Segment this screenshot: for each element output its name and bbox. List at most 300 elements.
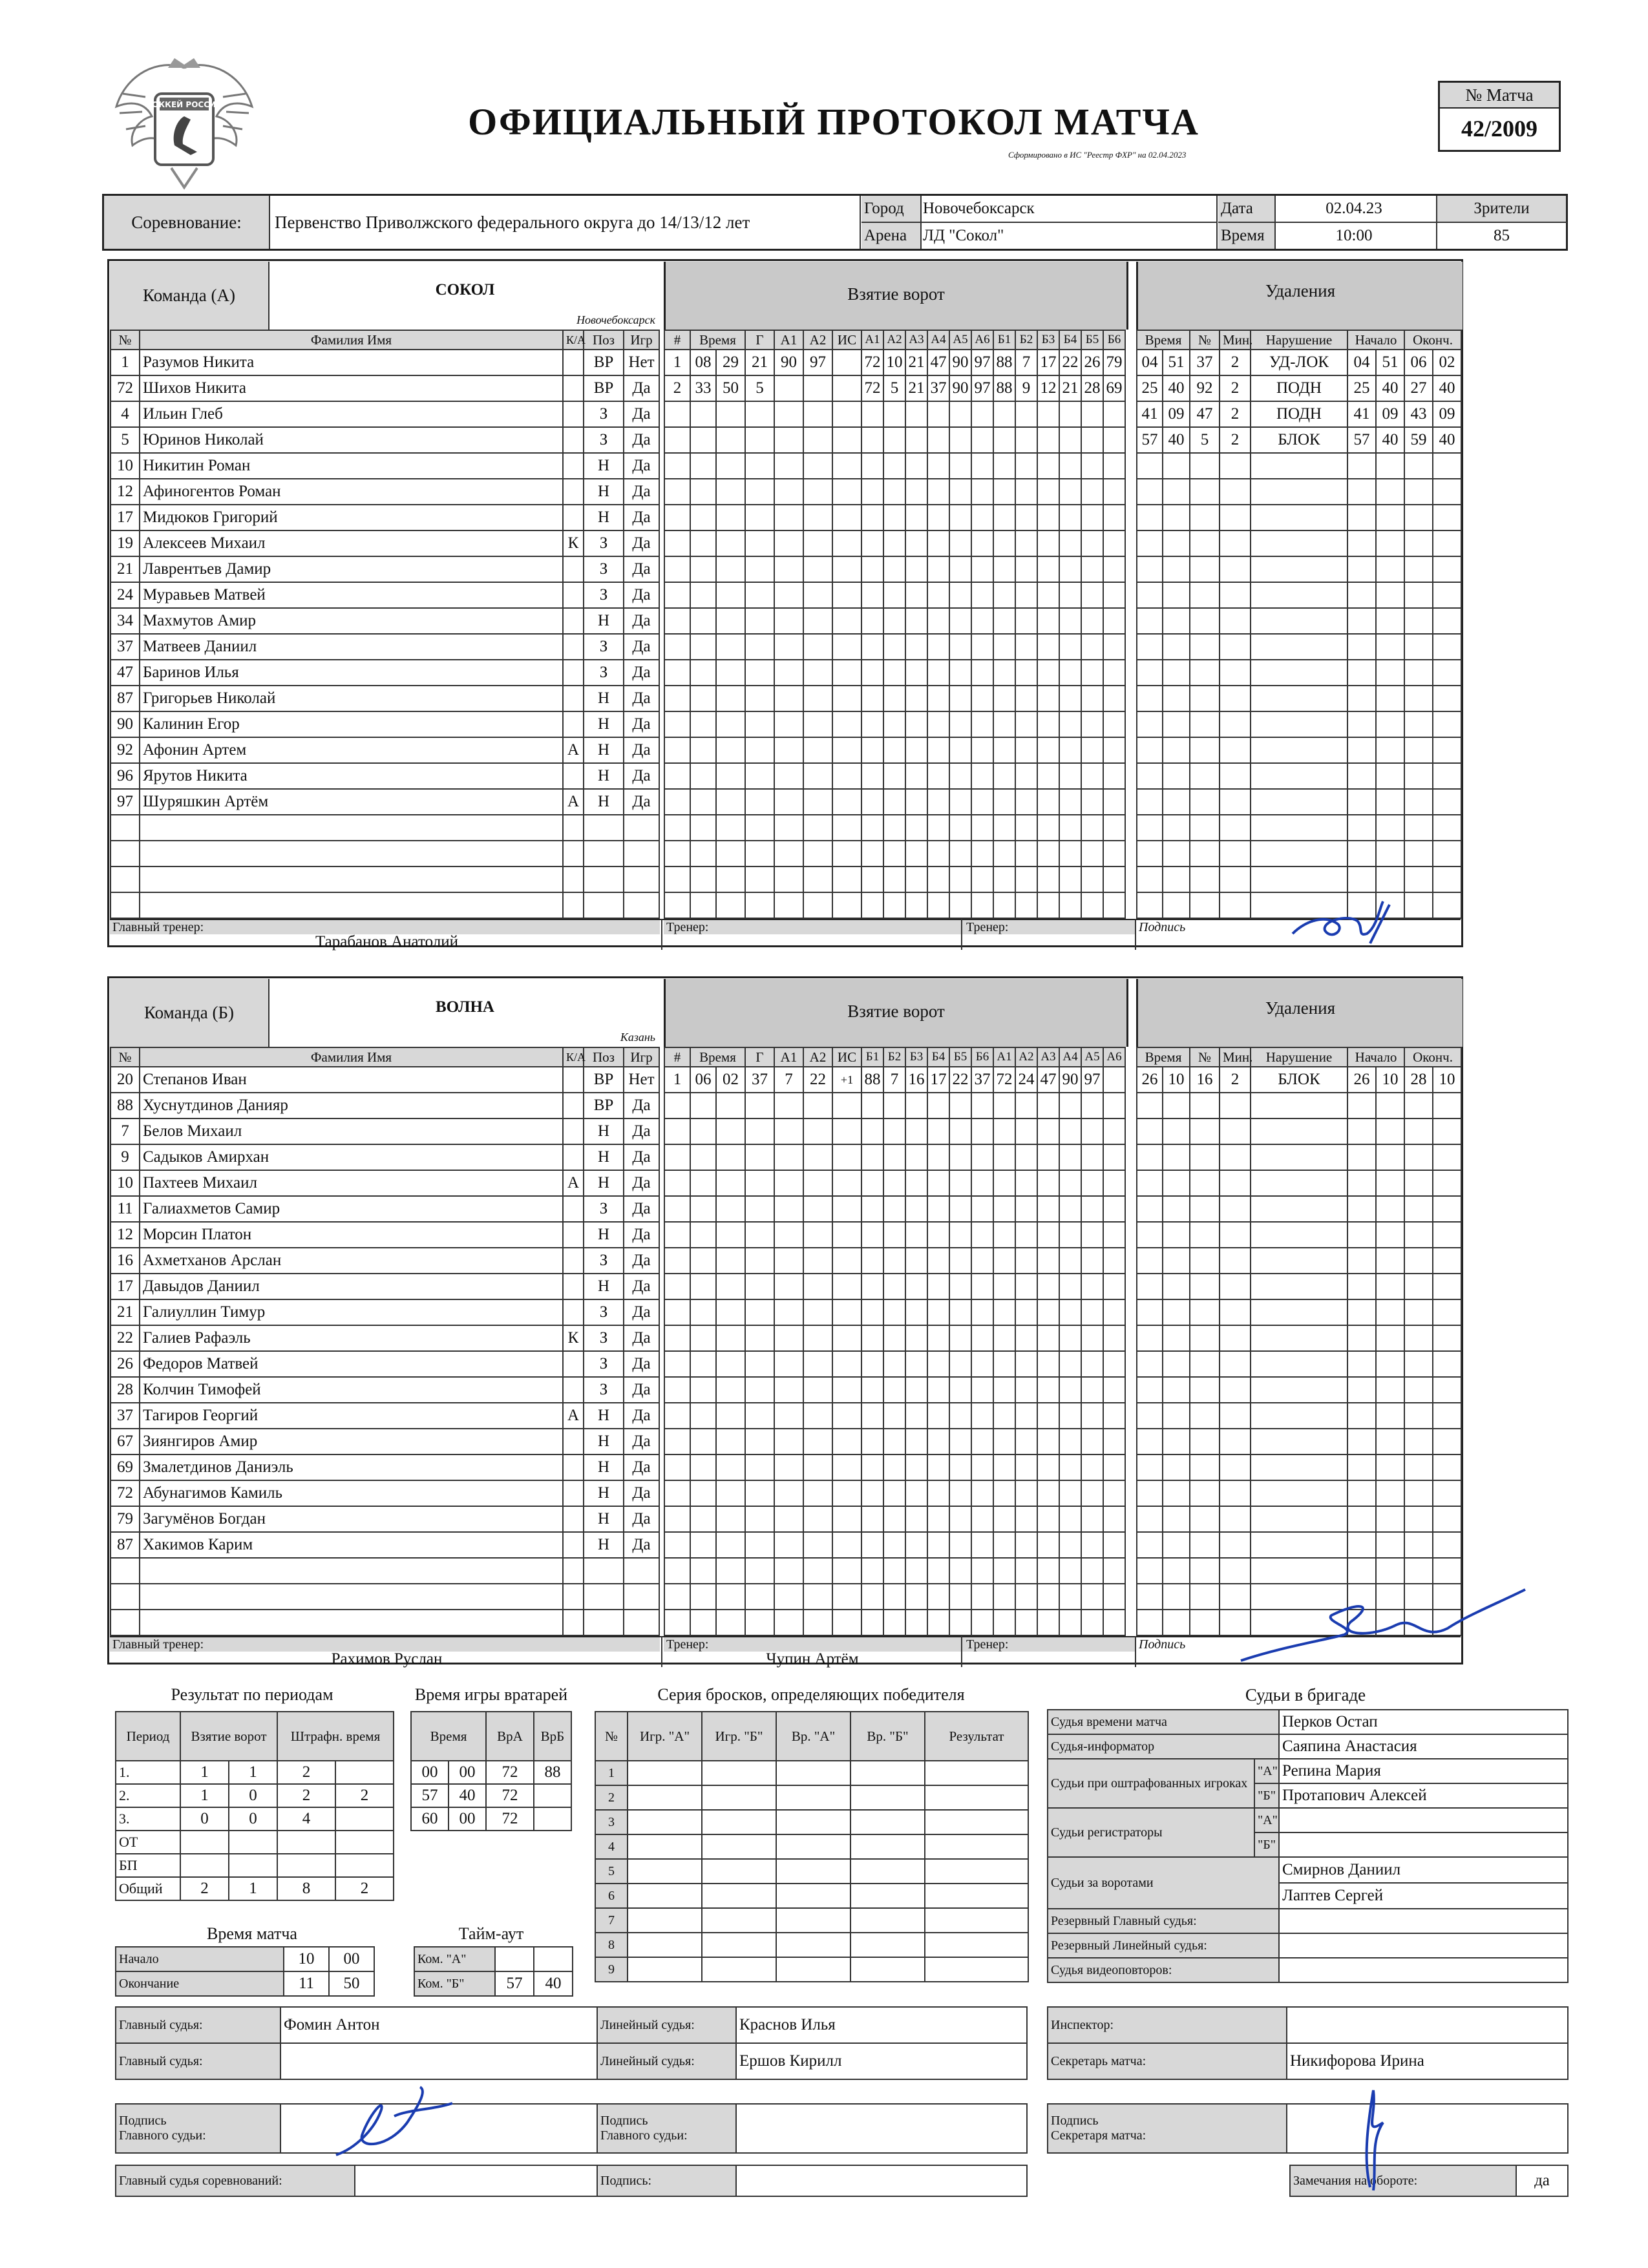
goal-onice-a	[861, 1351, 883, 1377]
pen-e1	[1404, 789, 1433, 815]
goal-onice-b	[1103, 582, 1125, 608]
player-played: Да	[624, 1196, 659, 1222]
goal-row	[664, 1093, 1125, 1118]
goals-h-onice: Б4	[927, 1047, 949, 1067]
goal-a1	[774, 1584, 803, 1610]
player-captain	[563, 1093, 584, 1118]
player-played: Да	[624, 1118, 659, 1144]
player-no: 90	[111, 711, 140, 737]
goal-onice-a	[927, 427, 949, 453]
registrar-a-mark: "А"	[1254, 1808, 1279, 1832]
goal-row	[664, 711, 1125, 737]
table-row	[111, 1454, 659, 1480]
goal-onice-b	[1081, 1093, 1103, 1118]
pen-viol	[1251, 634, 1347, 660]
goal-a2: 97	[803, 350, 832, 375]
goalie-time-title: Время игры вратарей	[414, 1685, 568, 1704]
goal-mm	[690, 737, 716, 763]
shootout-no: 6	[595, 1884, 628, 1908]
pen-viol: ПОДН	[1251, 401, 1347, 427]
informer-label: Судья-информатор	[1048, 1734, 1279, 1759]
goal-onice-b	[1103, 1558, 1125, 1584]
team_b-penalties-table	[1136, 1047, 1462, 1636]
goal-onice-b	[993, 789, 1015, 815]
goal-a1	[774, 892, 803, 918]
goals-h-onice: А6	[1103, 1047, 1125, 1067]
goal-onice-b	[1103, 1325, 1125, 1351]
goal-onice-b	[1015, 1506, 1037, 1532]
goal-mm	[690, 608, 716, 634]
goal-onice-a	[927, 866, 949, 892]
goal-onice-b	[1103, 866, 1125, 892]
goal-onice-b	[993, 892, 1015, 918]
goal-ss	[716, 1118, 745, 1144]
pen-e1	[1404, 866, 1433, 892]
goal-onice-a	[949, 1454, 971, 1480]
goal-mm	[690, 711, 716, 737]
pen-e1	[1404, 1351, 1433, 1377]
main-ref-1: Фомин Антон	[280, 2007, 597, 2043]
penalty-row	[1137, 1067, 1461, 1093]
pen-min	[1220, 1170, 1251, 1196]
goal-onice-a	[971, 1480, 993, 1506]
goal-onice-a	[949, 866, 971, 892]
goal-onice-b	[1015, 1454, 1037, 1480]
registrar-a	[1279, 1808, 1568, 1832]
player-no: 10	[111, 1170, 140, 1196]
inspector	[1287, 2007, 1568, 2043]
goal-onice-a	[927, 1144, 949, 1170]
goal-onice-a	[949, 1196, 971, 1222]
goal-onice-b	[993, 815, 1015, 841]
goal-onice-b	[1103, 608, 1125, 634]
pen-min	[1220, 1118, 1251, 1144]
pen-viol	[1251, 841, 1347, 866]
goal-onice-b	[1037, 1480, 1059, 1506]
goals-h-onice: А4	[927, 330, 949, 350]
goal-onice-a	[971, 737, 993, 763]
period-goals-b	[229, 1854, 277, 1877]
goal-onice-a	[883, 737, 905, 763]
table-row	[111, 1377, 659, 1403]
pen-viol	[1251, 608, 1347, 634]
goal-onice-a	[927, 711, 949, 737]
shootout-row	[595, 1908, 1028, 1933]
goal-onice-b	[1037, 582, 1059, 608]
goal-g: 21	[745, 350, 774, 375]
goal-onice-a	[949, 763, 971, 789]
goal-onice-a	[905, 1093, 927, 1118]
goal-onice-b	[1059, 1248, 1081, 1274]
pen-h-start: Начало	[1347, 330, 1404, 350]
pen-ss: 10	[1163, 1067, 1190, 1093]
pen-ss	[1163, 1299, 1190, 1325]
goal-onice-a: 21	[905, 375, 927, 401]
pen-e2	[1433, 1429, 1461, 1454]
goal-mm	[690, 453, 716, 479]
player-played: Да	[624, 608, 659, 634]
timeout-title: Тайм-аут	[458, 1924, 524, 1943]
pen-min: 2	[1220, 375, 1251, 401]
pen-ss	[1163, 841, 1190, 866]
goal-a2	[803, 582, 832, 608]
pen-viol: БЛОК	[1251, 1067, 1347, 1093]
player-captain	[563, 1118, 584, 1144]
penalty-row	[1137, 1118, 1461, 1144]
pen-mm	[1137, 634, 1163, 660]
pen-e1	[1404, 841, 1433, 866]
table-row	[111, 375, 659, 401]
penalty-row	[1137, 608, 1461, 634]
player-played: Да	[624, 1248, 659, 1274]
goal-g: 37	[745, 1067, 774, 1093]
player-no: 87	[111, 686, 140, 711]
goal-ss: 29	[716, 350, 745, 375]
goal-mm	[690, 815, 716, 841]
player-played	[624, 841, 659, 866]
player-played: Да	[624, 1170, 659, 1196]
period-label: 1.	[116, 1761, 180, 1784]
pen-e2	[1433, 1403, 1461, 1429]
period-row	[116, 1831, 394, 1854]
pen-e2	[1433, 866, 1461, 892]
pen-s1	[1347, 634, 1376, 660]
player-no: 12	[111, 1222, 140, 1248]
player-played: Да	[624, 1429, 659, 1454]
pen-ss	[1163, 1325, 1190, 1351]
goal-onice-a: 7	[883, 1067, 905, 1093]
pen-s1: 25	[1347, 375, 1376, 401]
goal-onice-a	[949, 1532, 971, 1558]
pen-viol	[1251, 1274, 1347, 1299]
goal-onice-a	[971, 1325, 993, 1351]
player-no: 17	[111, 1274, 140, 1299]
goal-onice-b	[1081, 1584, 1103, 1610]
penalty-row	[1137, 401, 1461, 427]
goals-h-onice: Б3	[1037, 330, 1059, 350]
goal-onice-b	[1037, 1610, 1059, 1635]
goal-onice-a	[883, 660, 905, 686]
player-pos: Н	[584, 686, 624, 711]
goal-ss	[716, 1403, 745, 1429]
pen-ss	[1163, 789, 1190, 815]
informer: Саяпина Анастасия	[1279, 1734, 1568, 1759]
goals-h-time: Время	[690, 1047, 745, 1067]
goal-onice-b	[993, 1325, 1015, 1351]
penalty-row	[1137, 1170, 1461, 1196]
goal-onice-b	[1015, 1274, 1037, 1299]
goal-onice-a	[971, 1299, 993, 1325]
penalty-row	[1137, 1480, 1461, 1506]
pen-s1	[1347, 1532, 1376, 1558]
goal-onice-a	[905, 1274, 927, 1299]
match-number: 42/2009	[1461, 116, 1537, 142]
player-pos: ВР	[584, 350, 624, 375]
goal-onice-b	[993, 556, 1015, 582]
goal-is	[832, 634, 861, 660]
goal-a2: 22	[803, 1067, 832, 1093]
signature-table	[115, 2103, 1028, 2154]
goal-ss	[716, 1532, 745, 1558]
goal-onice-a	[905, 737, 927, 763]
goal-onice-b	[1015, 505, 1037, 530]
player-pos: ВР	[584, 1067, 624, 1093]
goals-h-a2: А2	[803, 1047, 832, 1067]
pen-s1: 41	[1347, 401, 1376, 427]
goal-onice-b	[1037, 1429, 1059, 1454]
player-no: 87	[111, 1532, 140, 1558]
pen-viol	[1251, 1144, 1347, 1170]
goal-onice-a	[927, 1222, 949, 1248]
pen-s2: 40	[1376, 375, 1404, 401]
pen-ss	[1163, 1196, 1190, 1222]
goal-onice-b	[1037, 1377, 1059, 1403]
player-played: Да	[624, 1377, 659, 1403]
shootout-h-pa: Игр. "А"	[628, 1712, 702, 1761]
pen-min	[1220, 1429, 1251, 1454]
goal-is	[832, 427, 861, 453]
player-pos: Н	[584, 1532, 624, 1558]
goals-h-onice: Б3	[905, 1047, 927, 1067]
pen-no	[1190, 556, 1220, 582]
goal-onice-b	[1059, 505, 1081, 530]
pen-mm	[1137, 530, 1163, 556]
goal-onice-a	[971, 892, 993, 918]
goal-onice-b	[1037, 1558, 1059, 1584]
player-name: Загумёнов Богдан	[140, 1506, 563, 1532]
goal-onice-b	[993, 1196, 1015, 1222]
goalie-b: 88	[534, 1761, 571, 1784]
line-ref-label-2: Линейный судья:	[597, 2043, 736, 2079]
goal-onice-b	[1081, 1403, 1103, 1429]
goal-g	[745, 789, 774, 815]
goal-onice-a	[883, 453, 905, 479]
player-pos: Н	[584, 1170, 624, 1196]
pen-min	[1220, 1532, 1251, 1558]
goal-onice-b	[1059, 737, 1081, 763]
goal-onice-a	[905, 1325, 927, 1351]
goal-row	[664, 350, 1125, 375]
goal-onice-a	[883, 892, 905, 918]
goal-onice-a	[883, 1144, 905, 1170]
player-played: Да	[624, 1144, 659, 1170]
goals-h-onice: А2	[1015, 1047, 1037, 1067]
pen-viol	[1251, 1170, 1347, 1196]
officials-table	[1047, 1709, 1569, 1983]
shootout-title: Серия бросков, определяющих победителя	[657, 1685, 965, 1704]
goal-onice-b	[1081, 1532, 1103, 1558]
pen-min	[1220, 686, 1251, 711]
goal-g	[745, 1454, 774, 1480]
goal-mm	[690, 582, 716, 608]
goal-onice-a	[971, 530, 993, 556]
goal-mm	[690, 1584, 716, 1610]
goal-a2	[803, 1532, 832, 1558]
pen-mm	[1137, 1299, 1163, 1325]
pen-s1	[1347, 1403, 1376, 1429]
player-captain	[563, 892, 584, 918]
pen-min	[1220, 841, 1251, 866]
period-goals-a: 1	[180, 1784, 229, 1807]
goal-onice-a	[971, 479, 993, 505]
pen-s2	[1376, 686, 1404, 711]
team_a-goals-header: Взятие ворот	[664, 262, 1128, 330]
player-pos: ВР	[584, 375, 624, 401]
goal-onice-a	[861, 608, 883, 634]
player-played: Да	[624, 1454, 659, 1480]
goal-onice-a	[949, 608, 971, 634]
player-played	[624, 1558, 659, 1584]
pen-e1	[1404, 1377, 1433, 1403]
registrar-b-mark: "Б"	[1254, 1832, 1279, 1857]
goal-onice-a	[949, 815, 971, 841]
pen-e2	[1433, 789, 1461, 815]
pen-no	[1190, 1377, 1220, 1403]
pen-e2	[1433, 556, 1461, 582]
reserve-main	[1279, 1909, 1568, 1933]
table-row	[111, 582, 659, 608]
goal-a1	[774, 582, 803, 608]
main-ref-signature-drawing	[323, 2084, 465, 2168]
pen-viol	[1251, 582, 1347, 608]
pen-h-min: Мин.	[1220, 1047, 1251, 1067]
periods-h-pim: Штрафн. время	[277, 1712, 394, 1761]
goal-a2	[803, 660, 832, 686]
goals-h-onice: Б4	[1059, 330, 1081, 350]
player-no	[111, 1610, 140, 1635]
goal-onice-b	[993, 1610, 1015, 1635]
pen-viol	[1251, 1532, 1347, 1558]
pen-s2	[1376, 1351, 1404, 1377]
goal-onice-a	[971, 763, 993, 789]
player-captain	[563, 350, 584, 375]
goalie-row	[411, 1784, 571, 1807]
goal-a2	[803, 479, 832, 505]
goal-row	[664, 1403, 1125, 1429]
penalty-judges-label: Судьи при оштрафованных игроках	[1048, 1759, 1254, 1808]
penalty-row	[1137, 841, 1461, 866]
goal-onice-b	[1081, 427, 1103, 453]
shootout-row	[595, 1785, 1028, 1810]
goal-is	[832, 375, 861, 401]
goal-n	[664, 1532, 690, 1558]
pen-s1	[1347, 660, 1376, 686]
competition-name: Первенство Приволжского федерального округа до 14/13/12 лет	[275, 213, 750, 232]
pen-s2	[1376, 634, 1404, 660]
shootout-row	[595, 1933, 1028, 1957]
table-row	[111, 686, 659, 711]
table-row	[111, 453, 659, 479]
goal-onice-b	[1015, 1118, 1037, 1144]
goal-a2	[803, 375, 832, 401]
goal-onice-a	[905, 1351, 927, 1377]
goal-onice-a	[883, 1248, 905, 1274]
goal-onice-b	[1059, 1506, 1081, 1532]
goal-ss	[716, 1351, 745, 1377]
pen-mm	[1137, 763, 1163, 789]
goal-n	[664, 1454, 690, 1480]
goalie-m: 57	[411, 1784, 449, 1807]
goal-onice-b	[1015, 1196, 1037, 1222]
pen-s2	[1376, 505, 1404, 530]
pen-h-end: Оконч.	[1404, 330, 1461, 350]
goal-row	[664, 866, 1125, 892]
player-name: Давыдов Даниил	[140, 1274, 563, 1299]
goal-onice-a	[883, 582, 905, 608]
player-no: 26	[111, 1351, 140, 1377]
goal-onice-b	[1081, 1377, 1103, 1403]
table-row	[111, 841, 659, 866]
goal-onice-b	[993, 1377, 1015, 1403]
goal-onice-a	[927, 401, 949, 427]
goal-onice-a	[927, 1558, 949, 1584]
goal-n	[664, 1170, 690, 1196]
pen-h-viol: Нарушение	[1251, 1047, 1347, 1067]
goal-n	[664, 686, 690, 711]
goal-g	[745, 530, 774, 556]
shootout-no: 1	[595, 1761, 628, 1785]
player-no: 20	[111, 1067, 140, 1093]
goal-g	[745, 427, 774, 453]
goal-onice-b	[993, 1403, 1015, 1429]
player-played: Да	[624, 1532, 659, 1558]
pen-e2	[1433, 1454, 1461, 1480]
pen-viol	[1251, 866, 1347, 892]
goal-onice-a	[883, 479, 905, 505]
player-no	[111, 1584, 140, 1610]
pen-no	[1190, 1429, 1220, 1454]
goal-onice-a	[927, 1403, 949, 1429]
goal-onice-b	[1059, 401, 1081, 427]
secretary-sig-label: Подпись Секретаря матча:	[1048, 2104, 1287, 2153]
goal-n	[664, 1558, 690, 1584]
goal-onice-b	[1037, 841, 1059, 866]
table-row	[111, 1274, 659, 1299]
pen-no	[1190, 686, 1220, 711]
table-row	[111, 815, 659, 841]
goal-onice-a	[971, 789, 993, 815]
goal-onice-b	[1103, 789, 1125, 815]
goal-onice-a	[949, 1222, 971, 1248]
goal-is	[832, 1454, 861, 1480]
pen-e2	[1433, 737, 1461, 763]
pen-min	[1220, 763, 1251, 789]
player-name	[140, 815, 563, 841]
goal-onice-b	[1081, 1222, 1103, 1248]
goal-onice-b	[1103, 1377, 1125, 1403]
player-name: Хуснутдинов Данияр	[140, 1093, 563, 1118]
period-goals-b: 0	[229, 1784, 277, 1807]
pen-s1	[1347, 737, 1376, 763]
table-row	[111, 350, 659, 375]
goal-onice-b: 47	[1037, 1067, 1059, 1093]
goal-onice-b	[1015, 789, 1037, 815]
pen-mm	[1137, 660, 1163, 686]
pen-no	[1190, 1454, 1220, 1480]
pen-e2	[1433, 1170, 1461, 1196]
pen-e2	[1433, 1093, 1461, 1118]
goal-ss	[716, 505, 745, 530]
goal-onice-a	[861, 479, 883, 505]
goal-is	[832, 763, 861, 789]
period-pim-a: 8	[277, 1877, 335, 1900]
goal-mm: 08	[690, 350, 716, 375]
pen-mm	[1137, 1584, 1163, 1610]
goal-onice-a	[927, 1170, 949, 1196]
player-no: 11	[111, 1196, 140, 1222]
goal-a1	[774, 1558, 803, 1584]
goal-onice-b	[1015, 1377, 1037, 1403]
